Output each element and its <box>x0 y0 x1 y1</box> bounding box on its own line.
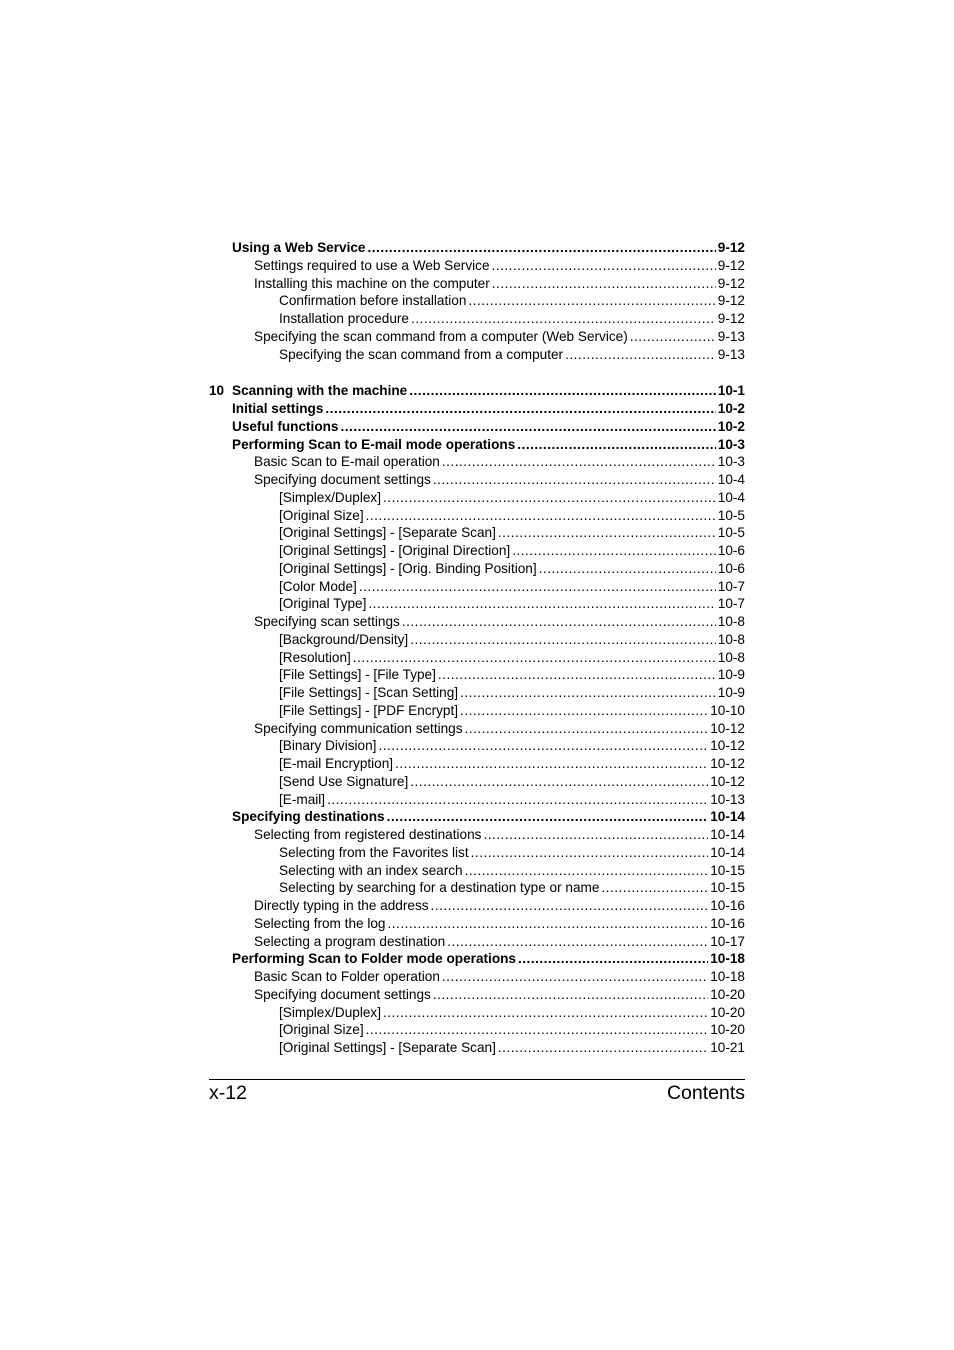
toc-entry-title: [File Settings] - [PDF Encrypt] <box>279 702 459 718</box>
toc-page-number: 9-12 <box>717 293 745 309</box>
toc-entry[interactable] <box>209 791 745 809</box>
toc-entry-title: Specifying scan settings <box>254 614 400 629</box>
table-of-contents <box>209 239 745 1057</box>
toc-entry-title: Settings required to use a Web Service <box>254 257 490 273</box>
toc-dot-leader <box>465 862 709 880</box>
toc-page-number: 10-10 <box>710 702 745 718</box>
toc-entry[interactable] <box>209 737 745 755</box>
toc-page-number: 10-3 <box>717 436 745 452</box>
toc-entry[interactable] <box>209 292 745 310</box>
toc-page-number: 10-16 <box>710 898 745 913</box>
toc-entry-title: Basic Scan to E-mail operation <box>254 454 440 470</box>
toc-page-number: 10-6 <box>717 560 745 576</box>
toc-dot-leader <box>601 879 708 897</box>
toc-entry-title: [Send Use Signature] <box>279 773 409 789</box>
toc-dot-leader <box>378 737 708 755</box>
toc-page-number: 10-15 <box>710 862 745 878</box>
toc-dot-leader <box>402 613 716 631</box>
toc-entry-title: [Simplex/Duplex] <box>279 1004 381 1020</box>
toc-entry[interactable] <box>209 773 745 791</box>
toc-entry-title: Basic Scan to Folder operation <box>254 969 440 984</box>
toc-entry-title: Installing this machine on the computer <box>254 275 490 291</box>
toc-dot-leader <box>438 666 716 684</box>
toc-entry[interactable] <box>209 720 745 738</box>
toc-entry[interactable] <box>209 879 745 897</box>
toc-page-number: 10-5 <box>717 525 745 541</box>
toc-entry[interactable] <box>209 1021 745 1039</box>
toc-dot-leader <box>442 968 708 986</box>
toc-entry[interactable] <box>209 382 745 400</box>
toc-page-number: 9-12 <box>717 311 745 326</box>
toc-entry-title: [Original Settings] - [Orig. Binding Position] <box>279 560 537 576</box>
toc-dot-leader <box>498 524 716 542</box>
toc-entry-title: [Original Size] <box>279 507 364 523</box>
toc-dot-leader <box>492 257 716 275</box>
toc-entry-title: [E-mail] <box>279 791 326 807</box>
toc-entry[interactable] <box>209 346 745 364</box>
toc-entry-title: Specifying communication settings <box>254 720 463 736</box>
toc-entry-title: Performing Scan to E-mail mode operations <box>232 436 516 452</box>
toc-page-number: 10-18 <box>710 951 745 967</box>
toc-entry-title: Selecting from the Favorites list <box>279 844 469 860</box>
toc-entry-title: Specifying document settings <box>254 472 431 487</box>
toc-entry-title: Selecting by searching for a destination type or name <box>279 880 600 896</box>
toc-dot-leader <box>518 950 708 968</box>
toc-entry-title: [Original Settings] - [Separate Scan] <box>279 525 496 541</box>
toc-entry-title: Selecting from the log <box>254 915 386 931</box>
toc-dot-leader <box>431 897 709 915</box>
toc-entry-title: [Background/Density] <box>279 631 409 647</box>
toc-entry[interactable] <box>209 702 745 720</box>
toc-page-number: 10-20 <box>710 986 745 1002</box>
toc-dot-leader <box>460 702 708 720</box>
toc-entry[interactable] <box>209 862 745 880</box>
toc-entry[interactable] <box>209 595 745 613</box>
toc-entry[interactable] <box>209 275 745 293</box>
toc-page-number: 10-4 <box>717 489 745 505</box>
toc-entry[interactable] <box>209 666 745 684</box>
toc-dot-leader <box>327 791 708 809</box>
toc-dot-leader <box>471 844 709 862</box>
toc-entry[interactable] <box>209 400 745 418</box>
toc-page-number: 10-16 <box>710 915 745 931</box>
toc-dot-leader <box>409 382 716 400</box>
toc-dot-leader <box>433 471 716 489</box>
toc-entry-title: [Original Type] <box>279 596 367 612</box>
toc-dot-leader <box>387 808 709 826</box>
toc-entry[interactable] <box>209 1039 745 1057</box>
toc-dot-leader <box>498 1039 708 1057</box>
toc-dot-leader <box>512 542 716 560</box>
toc-entry-title: [Resolution] <box>279 649 351 665</box>
toc-dot-leader <box>383 1004 708 1022</box>
toc-dot-leader <box>410 631 716 649</box>
toc-dot-leader <box>492 275 716 293</box>
toc-page-number: 10-14 <box>710 827 745 842</box>
toc-entry[interactable] <box>209 986 745 1004</box>
toc-chapter-number: 10 <box>209 383 225 399</box>
toc-entry[interactable] <box>209 613 745 631</box>
toc-dot-leader <box>468 292 715 310</box>
toc-dot-leader <box>366 507 716 525</box>
toc-entry-title: Selecting a program destination <box>254 933 446 949</box>
toc-entry[interactable] <box>209 507 745 525</box>
toc-entry[interactable] <box>209 542 745 560</box>
toc-dot-leader <box>565 346 716 364</box>
toc-entry[interactable] <box>209 631 745 649</box>
toc-dot-leader <box>460 684 716 702</box>
toc-entry-title: Directly typing in the address <box>254 898 429 913</box>
toc-dot-leader <box>353 649 716 667</box>
toc-page-number: 10-1 <box>717 383 745 399</box>
footer-page-number: x-12 <box>209 1082 247 1104</box>
toc-entry-title: [E-mail Encryption] <box>279 756 394 771</box>
toc-page-number: 10-21 <box>710 1040 745 1055</box>
toc-page-number: 10-12 <box>710 756 745 771</box>
toc-dot-leader <box>539 560 716 578</box>
toc-page-number: 10-14 <box>710 809 745 825</box>
toc-dot-leader <box>465 720 709 738</box>
toc-entry[interactable] <box>209 257 745 275</box>
toc-page-number: 10-17 <box>710 933 745 949</box>
toc-dot-leader <box>368 595 715 613</box>
toc-entry[interactable] <box>209 808 745 826</box>
toc-page-number: 10-9 <box>717 685 745 700</box>
toc-page-number: 9-12 <box>717 275 745 291</box>
toc-page-number: 10-18 <box>710 969 745 984</box>
toc-dot-leader <box>447 933 708 951</box>
toc-entry[interactable] <box>209 897 745 915</box>
toc-page-number: 10-14 <box>710 844 745 860</box>
toc-entry-title: [Original Size] <box>279 1022 364 1038</box>
toc-dot-leader <box>383 489 716 507</box>
toc-entry-title: Scanning with the machine <box>232 383 408 399</box>
toc-entry[interactable] <box>209 968 745 986</box>
toc-entry-title: [Original Settings] - [Original Direction] <box>279 543 511 558</box>
toc-page-number: 10-6 <box>717 543 745 558</box>
toc-entry[interactable] <box>209 684 745 702</box>
toc-entry[interactable] <box>209 1004 745 1022</box>
toc-page-number: 10-20 <box>710 1022 745 1038</box>
toc-page-number: 9-13 <box>717 346 745 362</box>
footer-rule <box>209 1079 745 1080</box>
toc-entry[interactable] <box>209 489 745 507</box>
toc-entry[interactable] <box>209 933 745 951</box>
toc-entry[interactable] <box>209 649 745 667</box>
toc-entry-title: [File Settings] - [File Type] <box>279 667 436 683</box>
toc-entry-title: [Original Settings] - [Separate Scan] <box>279 1040 496 1055</box>
toc-dot-leader <box>433 986 708 1004</box>
toc-dot-leader <box>483 826 708 844</box>
toc-page-number: 10-5 <box>717 507 745 523</box>
toc-entry[interactable] <box>209 418 745 436</box>
toc-entry-title: Specifying the scan command from a computer (Web Service) <box>254 328 628 344</box>
toc-page-number: 10-8 <box>717 614 745 629</box>
toc-page-number: 10-20 <box>710 1004 745 1020</box>
toc-entry-title: Initial settings <box>232 401 324 416</box>
toc-page-number: 10-8 <box>717 649 745 665</box>
toc-dot-leader <box>387 915 708 933</box>
toc-entry-title: [File Settings] - [Scan Setting] <box>279 685 459 700</box>
toc-page-number: 10-7 <box>717 578 745 594</box>
toc-entry-title: [Color Mode] <box>279 578 357 594</box>
toc-entry-title: Using a Web Service <box>232 240 366 255</box>
toc-page-number: 10-12 <box>710 738 745 754</box>
toc-page-number: 10-13 <box>710 791 745 807</box>
toc-entry[interactable] <box>209 436 745 454</box>
toc-page-number: 9-12 <box>717 257 745 273</box>
toc-entry-title: Installation procedure <box>279 311 409 326</box>
toc-entry-title: Performing Scan to Folder mode operations <box>232 951 516 967</box>
toc-entry-title: Specifying destinations <box>232 809 385 825</box>
toc-entry[interactable] <box>209 453 745 471</box>
toc-page-number: 10-2 <box>717 418 745 434</box>
toc-dot-leader <box>366 1021 709 1039</box>
toc-entry[interactable] <box>209 239 745 257</box>
toc-page-number: 10-7 <box>717 596 745 612</box>
toc-dot-leader <box>517 436 716 454</box>
toc-page-number: 10-12 <box>710 720 745 736</box>
toc-dot-leader <box>410 773 708 791</box>
toc-entry[interactable] <box>209 755 745 773</box>
toc-page-number: 10-15 <box>710 880 745 896</box>
toc-page-number: 10-12 <box>710 773 745 789</box>
toc-dot-leader <box>359 578 716 596</box>
toc-entry[interactable] <box>209 950 745 968</box>
toc-page-number: 10-4 <box>717 472 745 487</box>
toc-entry[interactable] <box>209 524 745 542</box>
toc-entry[interactable] <box>209 310 745 328</box>
toc-page-number: 9-13 <box>717 328 745 344</box>
toc-page-number: 9-12 <box>717 240 745 255</box>
toc-entry[interactable] <box>209 826 745 844</box>
toc-entry-title: Selecting from registered destinations <box>254 827 482 842</box>
toc-entry-title: Selecting with an index search <box>279 862 463 878</box>
toc-entry[interactable] <box>209 915 745 933</box>
toc-page-number: 10-8 <box>717 631 745 647</box>
toc-dot-leader <box>395 755 708 773</box>
toc-dot-leader <box>367 239 715 257</box>
toc-entry-title: [Binary Division] <box>279 738 377 754</box>
footer-section-title: Contents <box>666 1082 745 1104</box>
toc-dot-leader <box>411 310 716 328</box>
toc-entry[interactable] <box>209 328 745 346</box>
toc-entry-title: Specifying document settings <box>254 986 431 1002</box>
toc-dot-leader <box>325 400 715 418</box>
toc-entry-title: Confirmation before installation <box>279 293 467 309</box>
toc-page-number: 10-2 <box>717 401 745 416</box>
toc-entry[interactable] <box>209 471 745 489</box>
toc-entry[interactable] <box>209 560 745 578</box>
toc-entry-title: Useful functions <box>232 418 339 434</box>
toc-entry[interactable] <box>209 578 745 596</box>
toc-dot-leader <box>442 453 716 471</box>
toc-dot-leader <box>630 328 716 346</box>
toc-entry-title: [Simplex/Duplex] <box>279 489 381 505</box>
toc-entry-title: Specifying the scan command from a computer <box>279 346 564 362</box>
toc-page-number: 10-3 <box>717 454 745 470</box>
toc-dot-leader <box>341 418 716 436</box>
toc-entry[interactable] <box>209 844 745 862</box>
toc-page-number: 10-9 <box>717 667 745 683</box>
